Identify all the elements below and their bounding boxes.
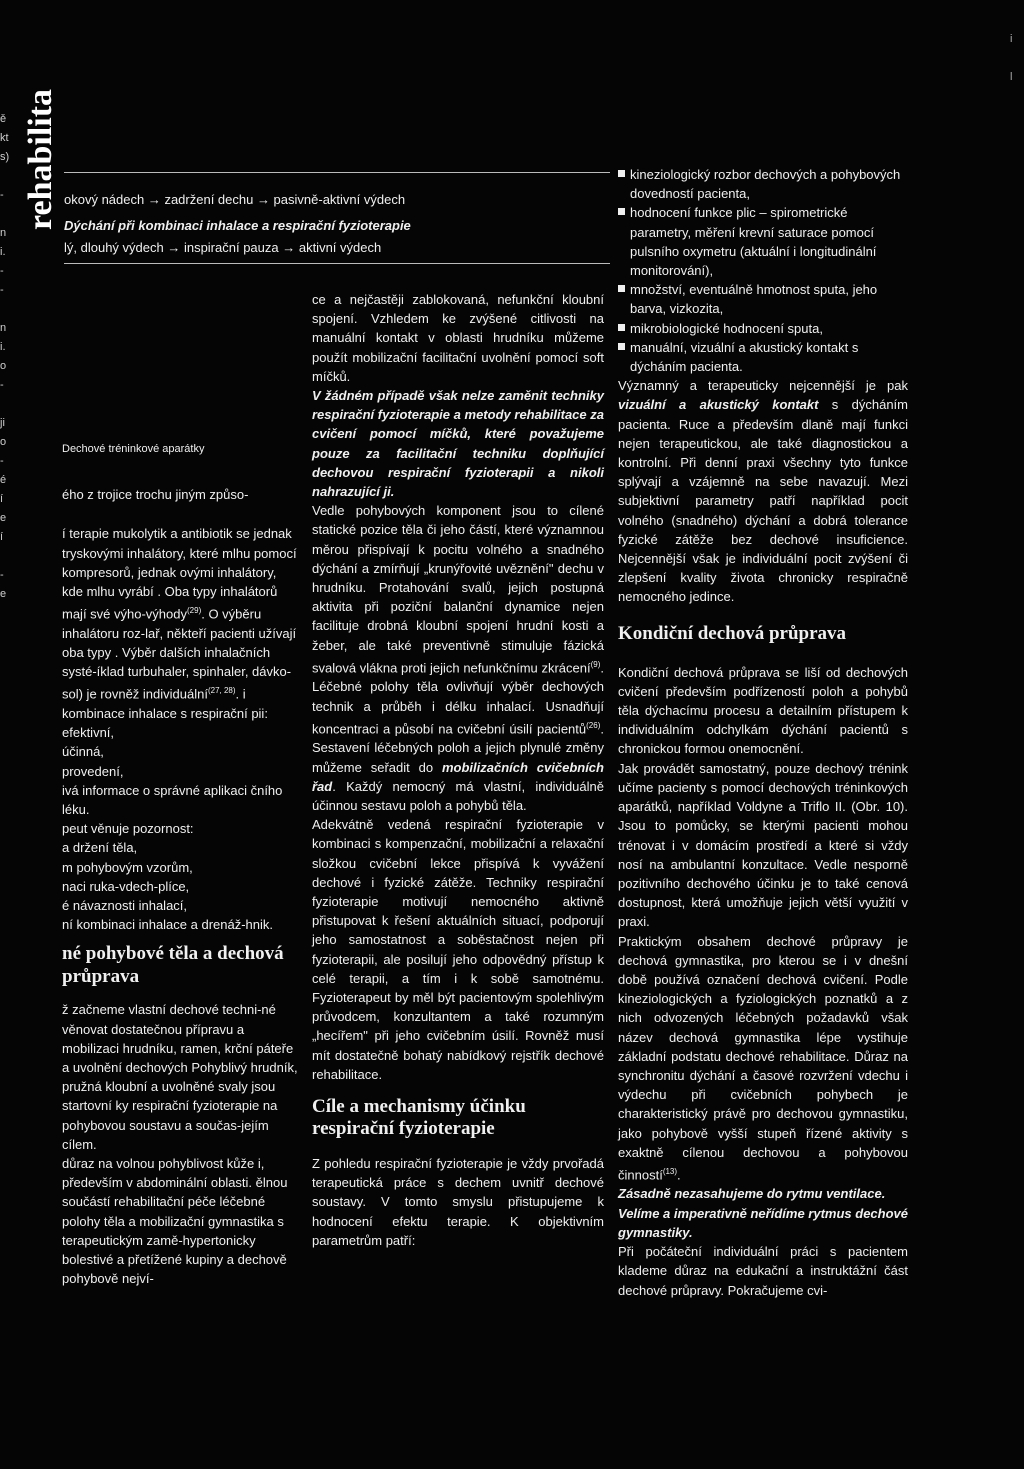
- right-paragraph-5: Při počáteční individuální práci s pacientem klademe důraz na edukační a instruktážní část dechové průpravy. Pokračujeme cvi-: [618, 1244, 908, 1298]
- list-item: ní kombinaci inhalace a drenáž-hnik.: [62, 917, 274, 933]
- margin-fragment: o: [0, 436, 7, 448]
- mid-bold-statement: V žádném případě však nelze zaměnit techniky respirační fyzioterapie a metody rehabilitace za cvičení pomocí míčků, které považujeme pouze za facilitační techniku doplňující dechovou respirační fyzioterapii a nikoli nahrazující ji.: [312, 388, 604, 500]
- right-bold-1: Zásadně nezasahujeme do rytmu ventilace.: [618, 1186, 886, 1202]
- left-intro: ého z trojice trochu jiným způso-: [62, 487, 249, 503]
- left-list-2: [62, 838, 300, 934]
- box-row-1: okový nádech → zadržení dechu → pasivně-aktivní výdech: [64, 192, 406, 207]
- margin-fragment: n: [0, 322, 7, 334]
- left-margin-fragments: [0, 110, 16, 604]
- left-paragraph-3: ž začneme vlastní dechové techni-né věnovat dostatečnou přípravu a mobilizaci hrudníku, ramen, krční páteře a uvolnění dechových Pohyblivý hrudník, pružná kloubní a uvolněné svaly jsou startovní ky respirační fyzioterapie na pohybovou soustavu a součas-jejím cílem.: [62, 1002, 298, 1152]
- margin-fragment: ě: [0, 113, 7, 125]
- left-paragraph-2: peut věnuje pozornost:: [62, 821, 194, 837]
- left-section-heading: né pohybové těla a dechová průprava: [62, 943, 284, 988]
- margin-fragment: -: [0, 189, 4, 201]
- right-section-heading: Kondiční dechová průprava: [618, 622, 847, 644]
- margin-fragment: i.: [0, 246, 6, 258]
- middle-column: [312, 290, 604, 1250]
- margin-fragment: í: [0, 493, 4, 505]
- bullet-item: kineziologický rozbor dechových a pohybových dovedností pacienta,: [618, 165, 908, 203]
- mid-paragraph-3: Adekvátně vedená respirační fyzioterapie v kombinaci s kompenzační, mobilizační a relaxační složkou cvičební lekce přispívá k vyvážení dechové i fyzické zátěže. Techniky respirační fyzioterapie motivují nemocného aktivně přistupovat k řešení aktuálních situací, podporují jeho samostatnost a soběstačnost nejen při fyzioterapii, ale posilují jeho odpovědný přístup k celé terapii, a tím i k sobě samotnému. Fyzioterapeut by měl být pacientovým spolehlivým průvodcem, konzultantem a také rozumným „hecířem" při jeho cvičebním úsilí. Rovněž musí mít dostatečně bohatý nabídkový rejstřík dechové rehabilitace.: [312, 817, 604, 1082]
- edge-fragment: i: [1010, 33, 1013, 45]
- margin-fragment: í: [0, 531, 4, 543]
- mid-paragraph-1: ce a nejčastěji zablokovaná, nefunkční kloubní spojení. Vzhledem ke zvýšené citlivosti na manuální kontakt v oblasti hrudníku můžeme použít mobilizační facilitační uvolnění pomocí soft míčků.: [312, 292, 604, 384]
- margin-fragment: [0, 167, 16, 186]
- list-item: é návaznosti inhalací,: [62, 897, 188, 913]
- right-edge-fragments: [1010, 30, 1020, 87]
- list-item: a držení těla,: [62, 840, 138, 856]
- margin-fragment: -: [0, 455, 4, 467]
- edge-fragment: l: [1010, 71, 1013, 83]
- right-paragraph-4: Praktickým obsahem dechové průpravy je dechová gymnastika, pro kterou se i v dnešní době používá označení dechová cvičení. Podle kineziologických a fyziologických poznatků a z nich odvozených léčebných požadavků však název dechová gymnastika lépe vystihuje základní podstatu dechové rehabilitace. Důraz na synchronitu dýchání a časové rozvržení vdechu i výdechu při cvičebních pohybech je charakteristický právě pro dechovou gymnastiku, jako pohybově vyšší stupeň řízené aktivity s exaktně cílenou dechovou a pohybovou činností$^{(13)}$.: [618, 933, 908, 1183]
- margin-fragment: [0, 300, 16, 319]
- margin-fragment: i.: [0, 341, 6, 353]
- margin-fragment: [0, 395, 16, 414]
- margin-fragment: -: [0, 379, 4, 391]
- box-row-3: lý, dlouhý výdech → inspirační pauza → aktivní výdech: [64, 240, 382, 255]
- right-paragraph-2: Kondiční dechová průprava se liší od dechových cvičení především podřízeností poloh a pohybů těla dýchacímu procesu a detailním přístupem k individuálním odchylkám dýchání pacientů s chronickou formou onemocnění.: [618, 664, 908, 757]
- box-bottom-rule: [64, 263, 610, 264]
- margin-fragment: n: [0, 227, 7, 239]
- edge-fragment: [1010, 49, 1020, 68]
- margin-fragment: -: [0, 569, 4, 581]
- mid-paragraph-2: Vedle pohybových komponent jsou to cílené statické pozice těla či jeho částí, které významnou měrou přispívají k pocitu volného a snadného dýchání a zmírňují „krunýřovité uvěznění" dechu v hrudníku. Protahování svalů, jejich postupná aktivita při poziční balanční dynamice nejen facilituje drobná kloubní spojení hrudní kosti a žeber, ale také preventivně stimuluje fázická svalová vlákna proti jejich nefunkčnímu zkrácení$^{(9)}$. Léčebné polohy těla ovlivňují výběr dechových technik a průběh i délku inhalací. Usnadňují koncentraci a působí na cvičební úsilí pacientů$^{(26)}$. Sestavení léčebných poloh a jejich plynulé změny můžeme seřadit do mobilizačních cvičebních řad. Každý nemocný má vlastní, individuálně účinnou sestavu poloh a pohybů těla.: [312, 503, 604, 813]
- parameter-bullet-list: [618, 165, 908, 376]
- figure-caption: Dechové tréninkové aparátky: [62, 443, 205, 455]
- right-paragraph-1: Významný a terapeuticky nejcennější je pak vizuální a akustický kontakt s dýcháním pacienta. Ruce a především dlaně mají funkci nejen terapeutickou, ale také diagnostickou a kontrolní. Při denní praxi všechny tyto funkce splývají a vzájemně na sebe navazují. Mezi subjektivní parametry patří například pocit volného (snadného) dýchání a dobrá tolerance fyzické zátěže bez dechové insuficience. Nejcennější však je individuální pocit zvýšení či zlepšení kvality života chronicky respiračně nemocného jedince.: [618, 378, 908, 605]
- margin-fragment: -: [0, 265, 4, 277]
- margin-fragment: [0, 547, 16, 566]
- box-heading: Dýchání při kombinaci inhalace a respirační fyzioterapie: [64, 218, 411, 233]
- bullet-item: množství, eventuálně hmotnost sputa, jeho barva, vizkozita,: [618, 280, 908, 318]
- margin-fragment: é: [0, 474, 7, 486]
- right-paragraph-3: Jak provádět samostatný, pouze dechový trénink učíme pacienty s pomocí dechových tréninkových aparátků, například Voldyne a Triflo II. (Obr. 10). Jsou to pomůcky, se kterými pacienti mohou trénovat i v domácím prostředí a které si vždy nosí na ambulantní konzultace. Vedle nesporně pozitivního dechového účinku je to také cenová dostupnost, která umožňuje jejich větší využití v praxi.: [618, 760, 908, 930]
- bullet-item: manuální, vizuální a akustický kontakt s dýcháním pacienta.: [618, 338, 908, 376]
- left-paragraph-4: důraz na volnou pohyblivost kůže i, především v abdominální oblasti. ělnou součástí rehabilitační péče léčebné polohy těla a mobilizační gymnastika s terapeutickým zamě-hypertonicky bolestivé a přetížené kupiny a dechově pohybově nejví-: [62, 1155, 288, 1287]
- right-bold-2: Velíme a imperativně neřídíme rytmus dechové gymnastiky.: [618, 1205, 908, 1240]
- mid-paragraph-4: Z pohledu respirační fyzioterapie je vždy prvořadá terapeutická práce s dechem uvnitř dechové soustavy. V tomto smyslu přistupujeme k hodnocení efektu terapie. K objektivním parametrům patří:: [312, 1155, 604, 1248]
- margin-fragment: -: [0, 284, 4, 296]
- list-item: efektivní,: [62, 725, 115, 741]
- list-item: m pohybovým vzorům,: [62, 859, 193, 875]
- bullet-item: hodnocení funkce plic – spirometrické parametry, měření krevní saturace pomocí pulsního oxymetru (aktuální i longitudinální monitorování),: [618, 203, 908, 280]
- margin-fragment: e: [0, 588, 7, 600]
- mid-section-heading: Cíle a mechanismy účinku respirační fyzioterapie: [312, 1095, 526, 1139]
- breathing-sequence-box: [64, 172, 610, 264]
- margin-fragment: kt: [0, 132, 9, 144]
- margin-fragment: ji: [0, 417, 5, 429]
- margin-fragment: [0, 205, 16, 224]
- list-item: naci ruka-vdech-plíce,: [62, 878, 190, 894]
- list-item: provedení,: [62, 763, 124, 779]
- right-column: [618, 165, 908, 1300]
- left-list-1: [62, 723, 300, 819]
- vertical-section-header: rehabilita: [22, 88, 59, 230]
- left-column: [62, 440, 300, 1288]
- box-top-rule: [64, 172, 610, 173]
- bullet-item: mikrobiologické hodnocení sputa,: [618, 319, 908, 338]
- margin-fragment: o: [0, 360, 7, 372]
- list-item: účinná,: [62, 744, 104, 760]
- left-paragraph-1: í terapie mukolytik a antibiotik se jednak tryskovými inhalátory, které mlhu pomocí kompresorů, jednak ovými inhalátory, kde mlhu vyrábí . Oba typy inhalátorů mají své výho-výhody$^{(29)}$. O výběru inhalátoru roz-lař, někteří pacienti užívají oba typy . Výběr dalších inhalačních systé-íklad turbuhaler, spinhaler, dávko-sol) je rovněž individuální$^{(27, 28)}$. i kombinace inhalace s respirační pii:: [62, 526, 297, 721]
- list-item: ivá informace o správné aplikaci čního léku.: [62, 782, 283, 817]
- margin-fragment: s): [0, 151, 10, 163]
- margin-fragment: e: [0, 512, 7, 524]
